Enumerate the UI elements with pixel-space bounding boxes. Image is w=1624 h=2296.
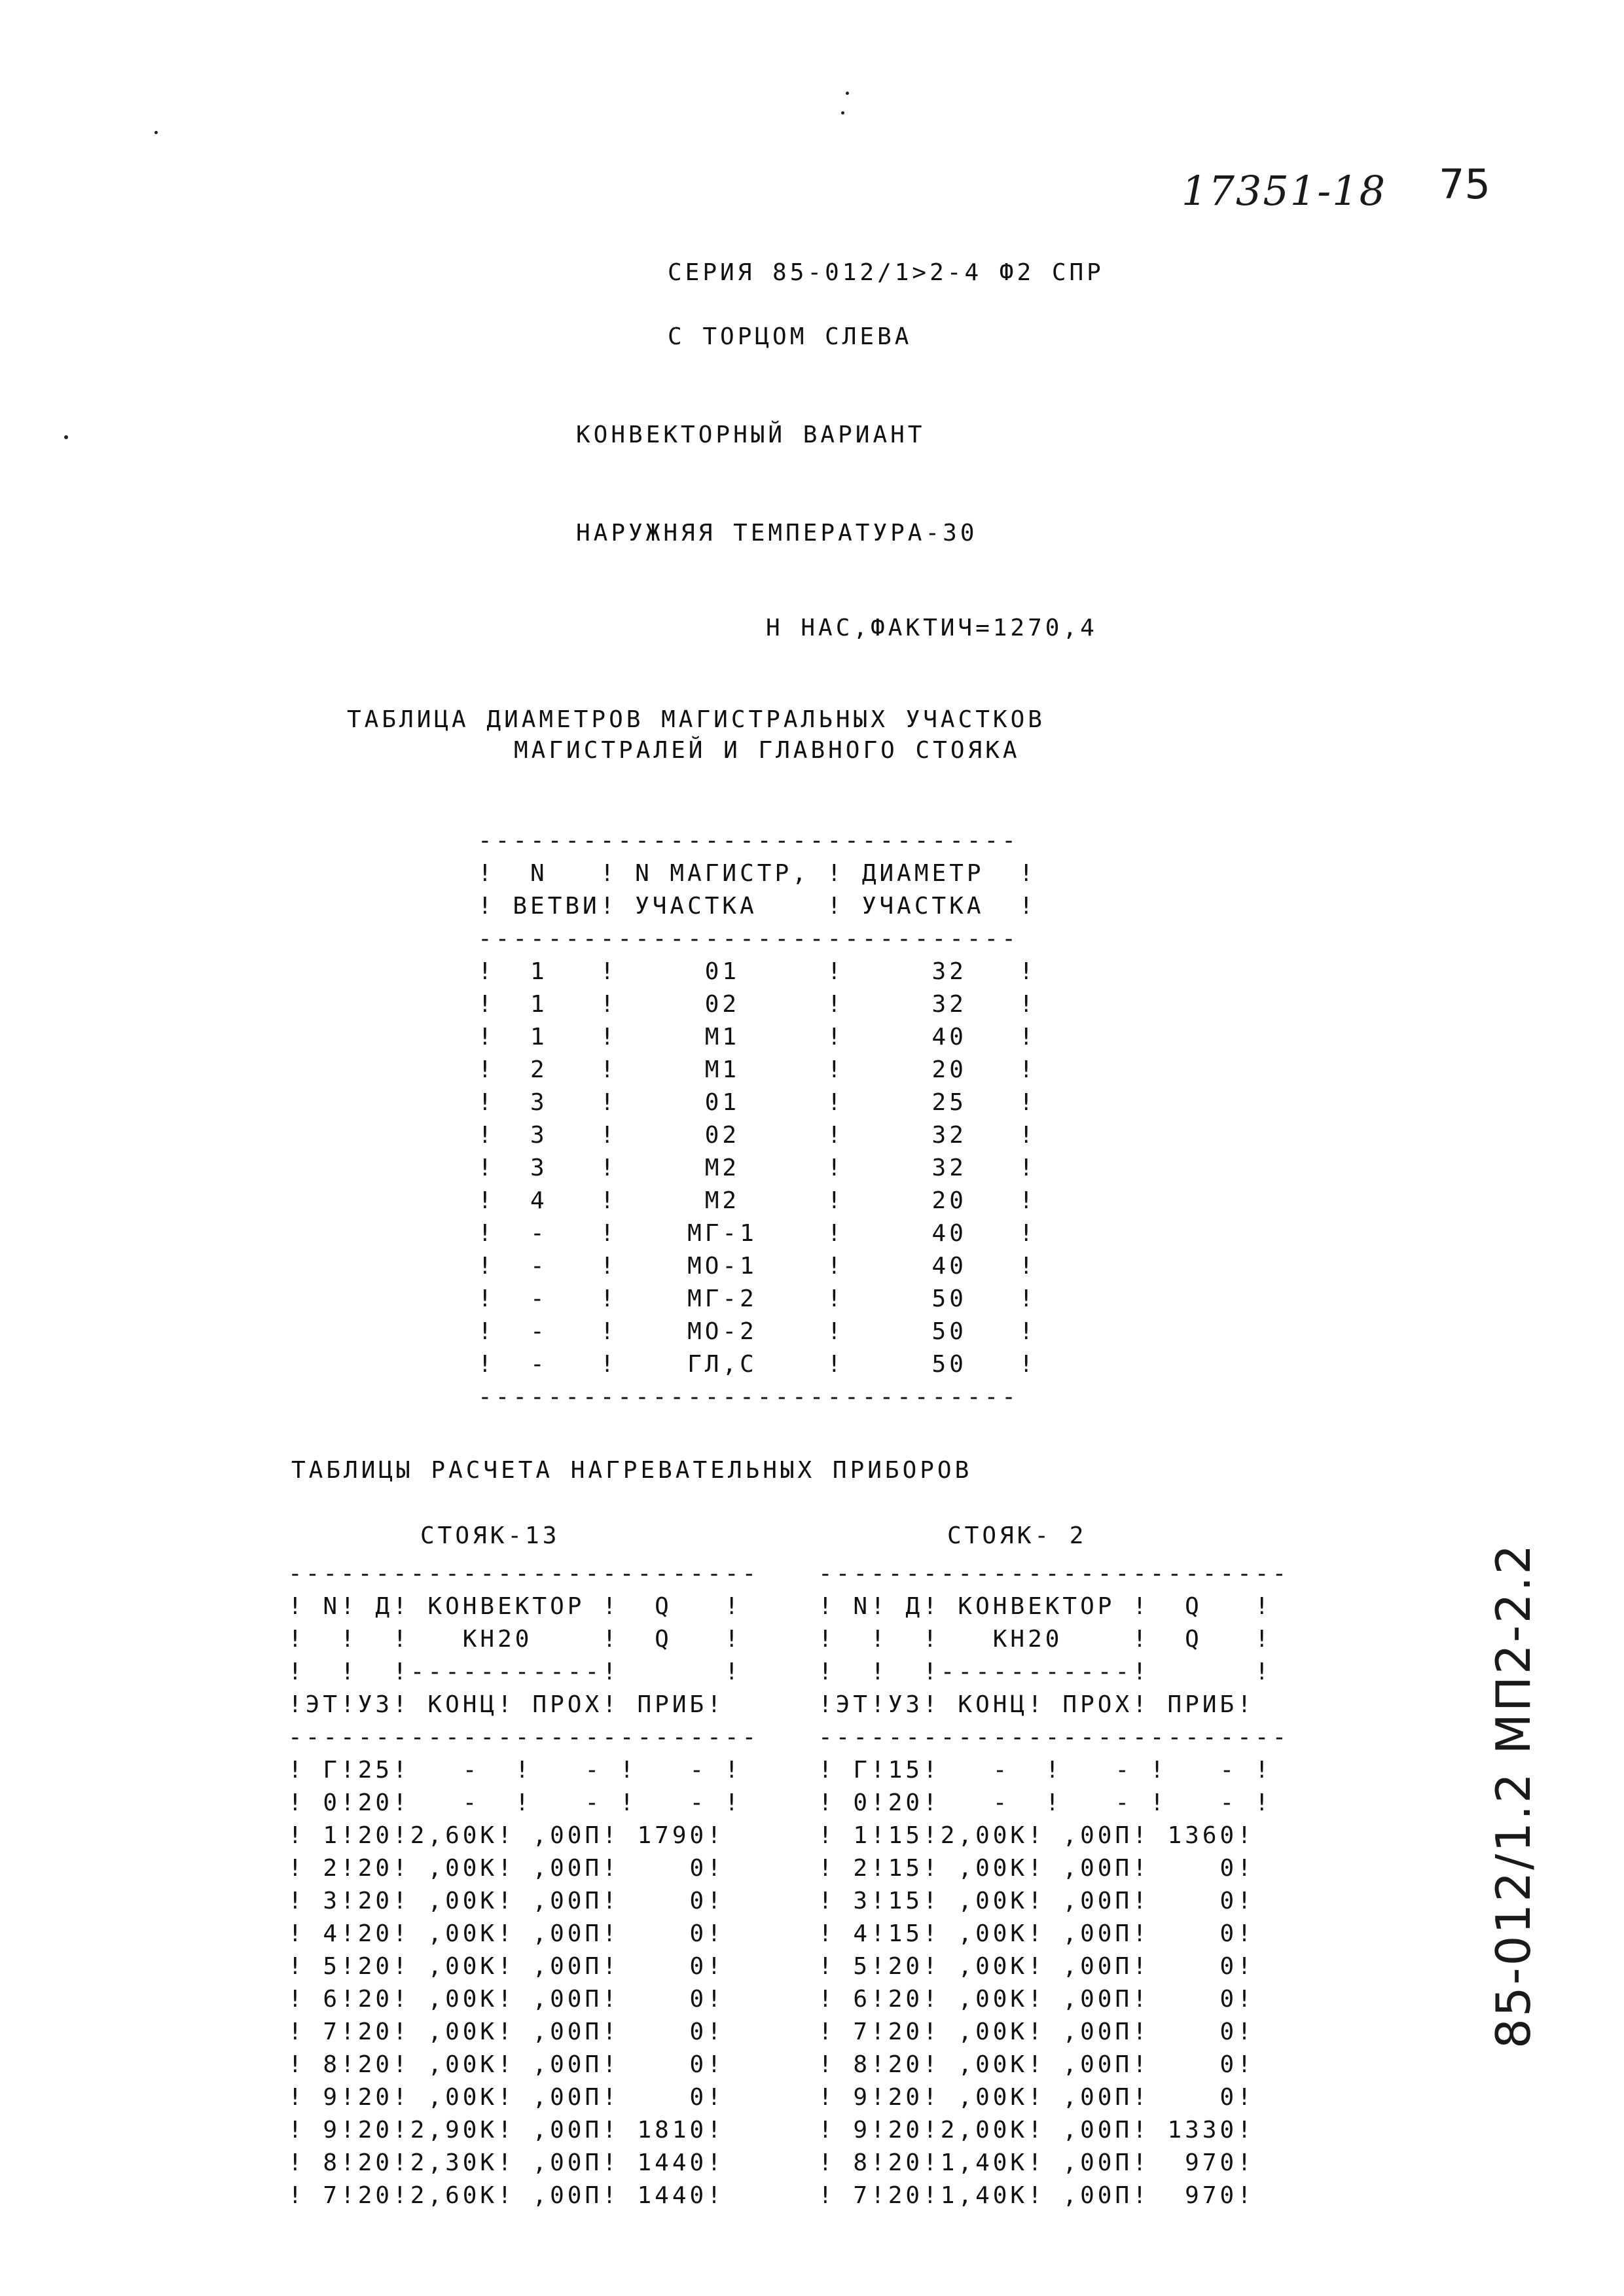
table-row: ! 4!15! ,00К! ,00П! 0! (818, 1920, 1255, 1947)
table-row: ! ! !-----------! ! (288, 1659, 742, 1685)
table-row: ! 1 ! 01 ! 32 ! (478, 958, 1037, 985)
table-row: ------------------------------- (478, 827, 1019, 854)
table-row: ! 3 ! М2 ! 32 ! (478, 1155, 1037, 1181)
table-row: ! 7!20! ,00К! ,00П! 0! (818, 2018, 1255, 2045)
table-row: ! 9!20!2,90К! ,00П! 1810! (288, 2117, 725, 2144)
table-row: ! 7!20!2,60К! ,00П! 1440! (288, 2182, 725, 2209)
scan-speck (846, 92, 849, 95)
table-row: ! 3!15! ,00К! ,00П! 0! (818, 1888, 1255, 1914)
table-row: --------------------------- (818, 1560, 1290, 1587)
table-row: ! Г!25! - ! - ! - ! (288, 1757, 742, 1784)
table-row: !ЭТ!УЗ! КОНЦ! ПРОХ! ПРИБ! (818, 1691, 1255, 1718)
table-row: ! - ! МО-1 ! 40 ! (478, 1253, 1037, 1280)
table-row: ! 6!20! ,00К! ,00П! 0! (818, 1986, 1255, 2013)
table-row: ! 6!20! ,00К! ,00П! 0! (288, 1986, 725, 2013)
series-line: СЕРИЯ 85-012/1>2-4 Ф2 СПР (668, 259, 1104, 286)
pressure-actual-line: Н НАС,ФАКТИЧ=1270,4 (766, 615, 1098, 641)
table-row: ! 2!15! ,00К! ,00П! 0! (818, 1855, 1255, 1882)
table-row: ! ! ! КН20 ! Q ! (818, 1626, 1272, 1653)
table-row: ! 9!20! ,00К! ,00П! 0! (288, 2084, 725, 2111)
table-row: ! 2 ! М1 ! 20 ! (478, 1056, 1037, 1083)
table-row: ! 4!20! ,00К! ,00П! 0! (288, 1920, 725, 1947)
table-row: ! 5!20! ,00К! ,00П! 0! (818, 1953, 1255, 1980)
diameter-table-subtitle: МАГИСТРАЛЕЙ И ГЛАВНОГО СТОЯКА (514, 737, 1020, 764)
table-row: ! - ! МГ-2 ! 50 ! (478, 1285, 1037, 1312)
table-row: ! 1!15!2,00К! ,00П! 1360! (818, 1822, 1255, 1849)
table-row: ! 1!20!2,60К! ,00П! 1790! (288, 1822, 725, 1849)
diameter-table-title: ТАБЛИЦА ДИАМЕТРОВ МАГИСТРАЛЬНЫХ УЧАСТКОВ (347, 706, 1045, 733)
table-row: --------------------------- (288, 1724, 760, 1751)
table-row: ! N ! N МАГИСТР, ! ДИАМЕТР ! (478, 860, 1037, 887)
variant-line: КОНВЕКТОРНЫЙ ВАРИАНТ (576, 422, 926, 448)
table-row: ! 7!20!1,40К! ,00П! 970! (818, 2182, 1255, 2209)
table-row: !ЭТ!УЗ! КОНЦ! ПРОХ! ПРИБ! (288, 1691, 725, 1718)
table-row: ! 1 ! 02 ! 32 ! (478, 991, 1037, 1018)
table-row: ! 3 ! 02 ! 32 ! (478, 1122, 1037, 1149)
outside-temperature-line: НАРУЖНЯЯ ТЕМПЕРАТУРА-30 (576, 520, 978, 547)
table-row: ! 9!20!2,00К! ,00П! 1330! (818, 2117, 1255, 2144)
table-row: ! 2!20! ,00К! ,00П! 0! (288, 1855, 725, 1882)
table-row: ! - ! МГ-1 ! 40 ! (478, 1220, 1037, 1247)
table-row: ! 5!20! ,00К! ,00П! 0! (288, 1953, 725, 1980)
end-side-line: С ТОРЦОМ СЛЕВА (668, 323, 912, 350)
riser-2-table (818, 1558, 1290, 2212)
calc-tables-title: ТАБЛИЦЫ РАСЧЕТА НАГРЕВАТЕЛЬНЫХ ПРИБОРОВ (291, 1457, 973, 1484)
riser-2-title: СТОЯК- 2 (947, 1522, 1087, 1549)
table-row: ------------------------------- (478, 1384, 1019, 1410)
diameter-table (478, 825, 1037, 1414)
table-row: ! 0!20! - ! - ! - ! (818, 1789, 1272, 1816)
table-row: ! ! ! КН20 ! Q ! (288, 1626, 742, 1653)
table-row: ! - ! МО-2 ! 50 ! (478, 1318, 1037, 1345)
table-row: ! 3!20! ,00К! ,00П! 0! (288, 1888, 725, 1914)
scan-speck (841, 111, 844, 115)
table-row: ! - ! ГЛ,С ! 50 ! (478, 1351, 1037, 1378)
table-row: ! 3 ! 01 ! 25 ! (478, 1089, 1037, 1116)
table-row: ! 0!20! - ! - ! - ! (288, 1789, 742, 1816)
table-row: ! 8!20!1,40К! ,00П! 970! (818, 2149, 1255, 2176)
riser-13-table (288, 1558, 759, 2212)
table-row: --------------------------- (818, 1724, 1290, 1751)
riser-13-title: СТОЯК-13 (420, 1522, 560, 1549)
table-row: ! N! Д! КОНВЕКТОР ! Q ! (288, 1593, 742, 1620)
table-row: ! 8!20! ,00К! ,00П! 0! (288, 2051, 725, 2078)
table-row: ! ВЕТВИ! УЧАСТКА ! УЧАСТКА ! (478, 893, 1037, 920)
scan-speck (154, 131, 158, 134)
table-row: ! 8!20! ,00К! ,00П! 0! (818, 2051, 1255, 2078)
table-row: ! 8!20!2,30К! ,00П! 1440! (288, 2149, 725, 2176)
stamp-number: 17351-18 (1182, 167, 1387, 215)
side-document-code: 85-012/1.2 МП2-2.2 (1486, 1542, 1541, 2049)
table-row: --------------------------- (288, 1560, 760, 1587)
table-row: ! Г!15! - ! - ! - ! (818, 1757, 1272, 1784)
table-row: ! 1 ! М1 ! 40 ! (478, 1024, 1037, 1050)
table-row: ------------------------------- (478, 925, 1019, 952)
table-row: ! N! Д! КОНВЕКТОР ! Q ! (818, 1593, 1272, 1620)
table-row: ! 9!20! ,00К! ,00П! 0! (818, 2084, 1255, 2111)
scan-speck (64, 435, 68, 439)
table-row: ! 4 ! М2 ! 20 ! (478, 1187, 1037, 1214)
table-row: ! 7!20! ,00К! ,00П! 0! (288, 2018, 725, 2045)
page-number: 75 (1439, 160, 1490, 208)
table-row: ! ! !-----------! ! (818, 1659, 1272, 1685)
